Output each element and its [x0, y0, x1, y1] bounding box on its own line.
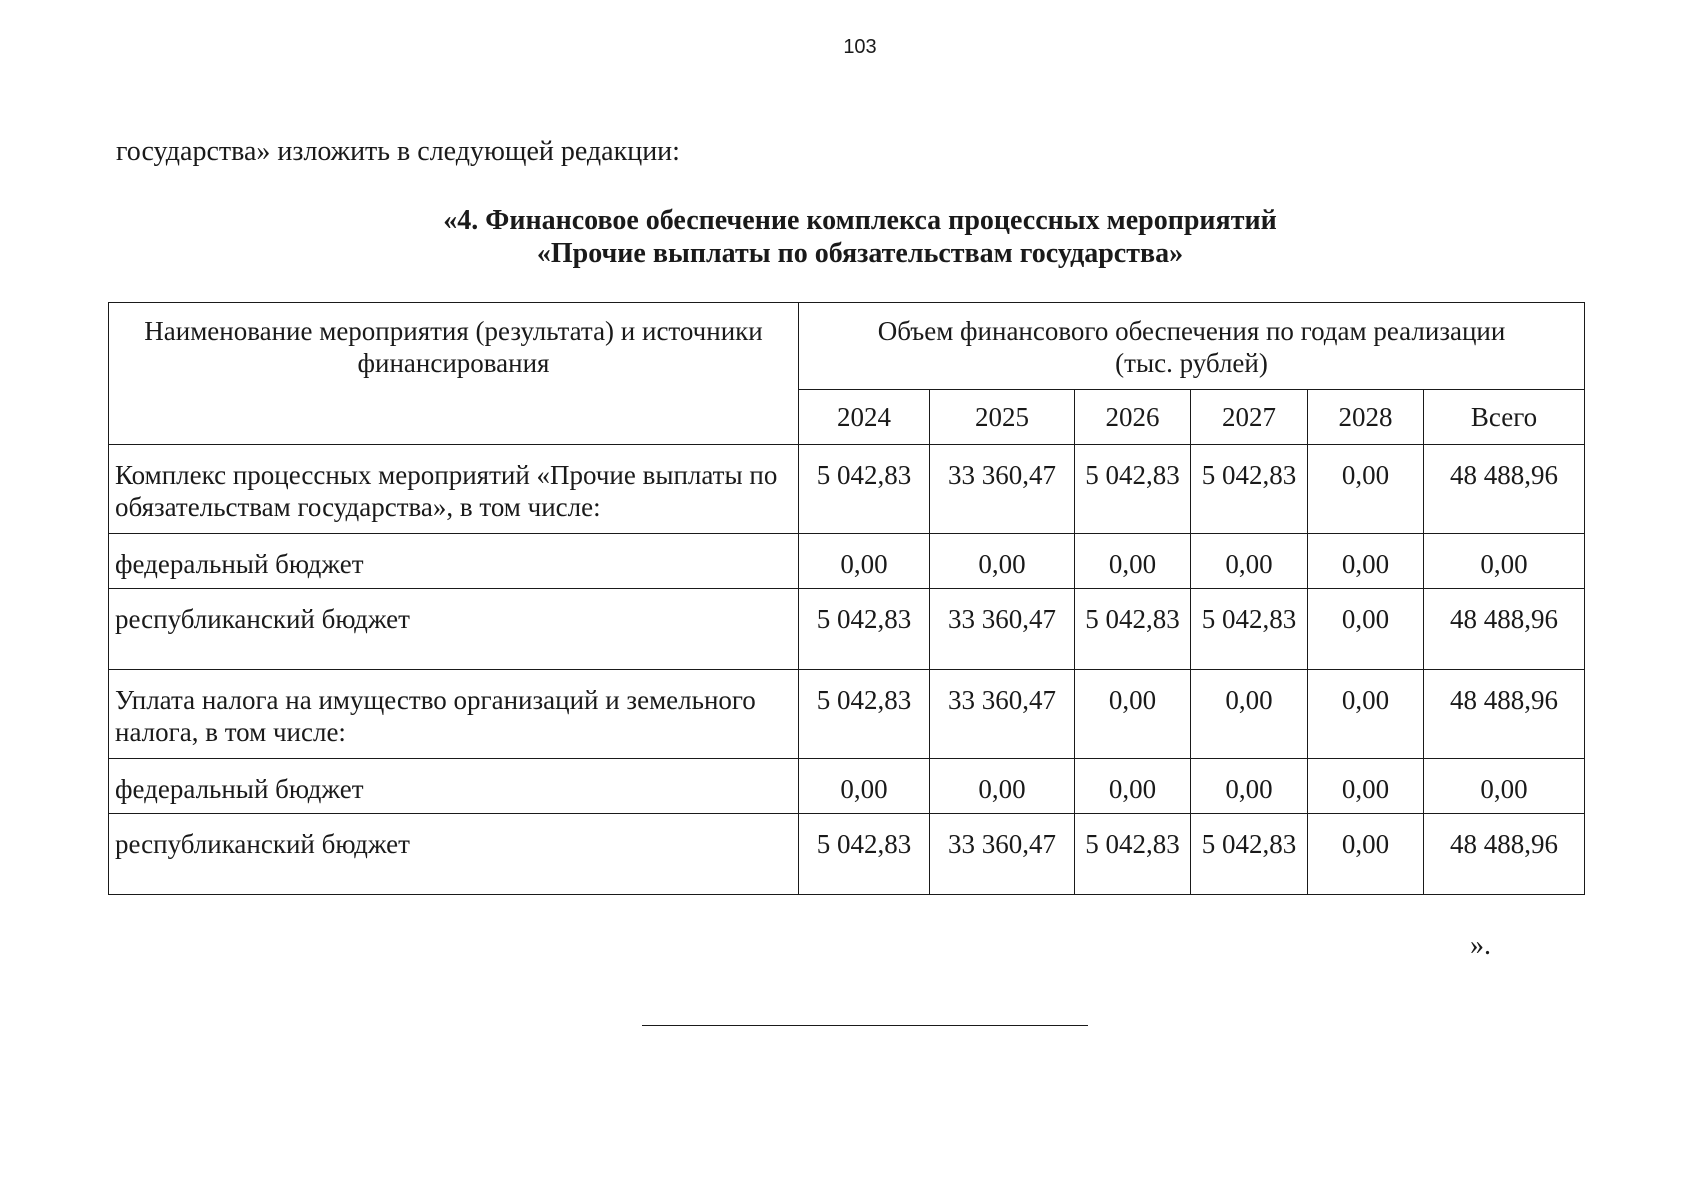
row-name: федеральный бюджет [109, 534, 799, 589]
value-cell: 0,00 [1075, 534, 1191, 589]
year-header: 2024 [799, 390, 930, 445]
value-cell: 5 042,83 [1075, 445, 1191, 534]
header-volume-line2: (тыс. рублей) [1115, 348, 1268, 378]
section-title [0, 204, 1697, 270]
year-header: 2027 [1191, 390, 1308, 445]
total-cell: 48 488,96 [1424, 445, 1585, 534]
table-header-row [109, 303, 1585, 390]
year-header: 2028 [1308, 390, 1424, 445]
value-cell: 0,00 [1075, 670, 1191, 759]
value-cell: 0,00 [1308, 589, 1424, 670]
header-name-cell: Наименование мероприятия (результата) и источники финансирования [109, 303, 799, 445]
row-name: федеральный бюджет [109, 759, 799, 814]
value-cell: 0,00 [1191, 759, 1308, 814]
table-row [109, 445, 1585, 534]
value-cell: 0,00 [1308, 534, 1424, 589]
value-cell: 5 042,83 [1191, 589, 1308, 670]
value-cell: 0,00 [1308, 670, 1424, 759]
total-cell: 48 488,96 [1424, 589, 1585, 670]
table-row [109, 534, 1585, 589]
value-cell: 0,00 [1308, 814, 1424, 895]
page-number: 103 [843, 36, 877, 58]
value-cell: 5 042,83 [799, 814, 930, 895]
row-name: республиканский бюджет [109, 589, 799, 670]
table-row [109, 670, 1585, 759]
year-header: 2025 [930, 390, 1075, 445]
value-cell: 5 042,83 [799, 589, 930, 670]
value-cell: 0,00 [930, 759, 1075, 814]
total-cell: 48 488,96 [1424, 670, 1585, 759]
closing-quote-mark: ». [1470, 930, 1491, 961]
header-volume-line1: Объем финансового обеспечения по годам реализации [877, 316, 1506, 346]
total-cell: 48 488,96 [1424, 814, 1585, 895]
value-cell: 0,00 [1191, 534, 1308, 589]
value-cell: 0,00 [1308, 759, 1424, 814]
value-cell: 33 360,47 [930, 445, 1075, 534]
value-cell: 33 360,47 [930, 670, 1075, 759]
value-cell: 0,00 [1191, 670, 1308, 759]
total-cell: 0,00 [1424, 759, 1585, 814]
value-cell: 5 042,83 [1191, 814, 1308, 895]
table-row [109, 589, 1585, 670]
total-header: Всего [1424, 390, 1585, 445]
row-name: республиканский бюджет [109, 814, 799, 895]
header-volume-cell [799, 303, 1585, 390]
value-cell: 5 042,83 [1191, 445, 1308, 534]
intro-text: государства» изложить в следующей редакции: [116, 136, 680, 167]
table-row [109, 814, 1585, 895]
section-title-line2: «Прочие выплаты по обязательствам государства» [536, 238, 1184, 269]
financing-table [108, 302, 1585, 895]
year-header: 2026 [1075, 390, 1191, 445]
value-cell: 5 042,83 [1075, 589, 1191, 670]
value-cell: 0,00 [799, 534, 930, 589]
value-cell: 5 042,83 [1075, 814, 1191, 895]
value-cell: 33 360,47 [930, 589, 1075, 670]
value-cell: 33 360,47 [930, 814, 1075, 895]
row-name: Комплекс процессных мероприятий «Прочие выплаты по обязательствам государства», в том числе: [109, 445, 799, 534]
table-row [109, 759, 1585, 814]
value-cell: 0,00 [1308, 445, 1424, 534]
total-cell: 0,00 [1424, 534, 1585, 589]
value-cell: 0,00 [1075, 759, 1191, 814]
separator-line [642, 1025, 1088, 1026]
value-cell: 0,00 [930, 534, 1075, 589]
row-name: Уплата налога на имущество организаций и земельного налога, в том числе: [109, 670, 799, 759]
section-title-line1: «4. Финансовое обеспечение комплекса процессных мероприятий [443, 205, 1277, 236]
value-cell: 5 042,83 [799, 445, 930, 534]
value-cell: 5 042,83 [799, 670, 930, 759]
value-cell: 0,00 [799, 759, 930, 814]
